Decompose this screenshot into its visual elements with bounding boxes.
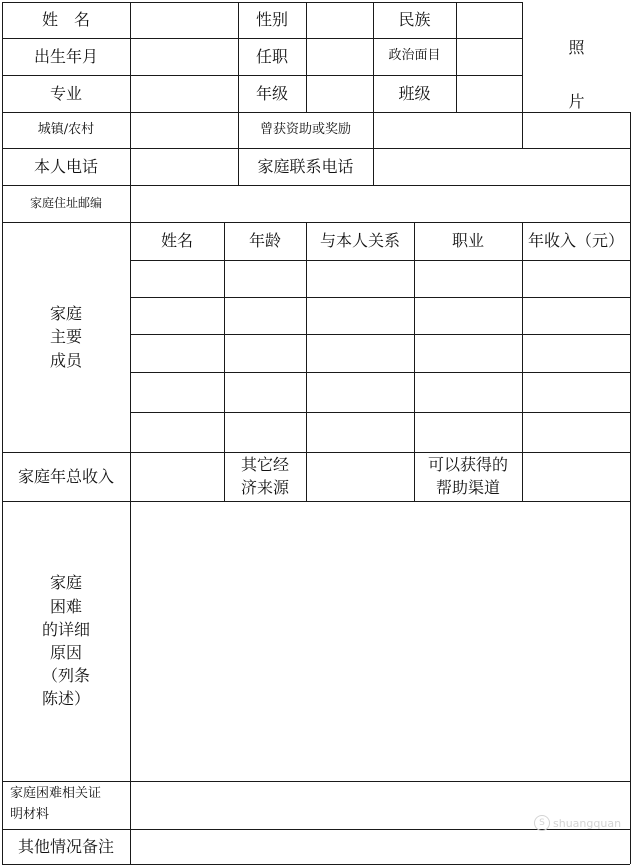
family-member-row[interactable] <box>131 335 629 371</box>
label-ethnicity: 民族 <box>398 10 431 30</box>
family-phone-field[interactable] <box>374 149 629 184</box>
label-help-channels: 可以获得的 帮助渠道 <box>427 455 508 497</box>
watermark <box>534 812 626 834</box>
difficulty-reasons-field[interactable] <box>131 502 629 780</box>
urban-rural-field[interactable] <box>131 113 237 147</box>
label-grade: 年级 <box>255 83 288 103</box>
family-header-income: 年收入（元） <box>527 231 624 251</box>
label-position: 任职 <box>255 46 288 66</box>
family-header-name: 姓名 <box>160 231 193 251</box>
photo-label-2: 片 <box>568 92 585 112</box>
label-political-status: 政治面目 <box>388 48 441 64</box>
family-header-age: 年龄 <box>248 231 281 251</box>
family-header-relation: 与本人关系 <box>319 231 400 251</box>
label-difficulty-reasons: 家庭 困难 的详细 原因 （列条 陈述） <box>41 573 90 709</box>
total-income-field[interactable] <box>131 453 223 500</box>
family-header-occupation: 职业 <box>451 231 484 251</box>
watermark-icon: S <box>534 815 550 831</box>
family-member-row[interactable] <box>131 413 629 451</box>
label-other-notes: 其他情况备注 <box>17 836 114 856</box>
label-total-income: 家庭年总收入 <box>17 466 114 486</box>
gender-field[interactable] <box>307 3 372 37</box>
other-income-sources-field[interactable] <box>307 453 413 500</box>
help-channels-field[interactable] <box>523 453 629 500</box>
rule <box>2 864 630 865</box>
family-member-row[interactable] <box>131 298 629 333</box>
grade-field[interactable] <box>307 76 372 111</box>
major-field[interactable] <box>131 76 237 111</box>
ethnicity-field[interactable] <box>457 3 521 37</box>
label-family-members: 家庭 主要 成员 <box>49 304 82 370</box>
label-phone: 本人电话 <box>33 156 98 176</box>
birth-date-field[interactable] <box>131 39 237 74</box>
family-member-row[interactable] <box>131 261 629 296</box>
phone-field[interactable] <box>131 149 237 184</box>
family-member-row[interactable] <box>131 373 629 411</box>
label-major: 专业 <box>49 83 82 103</box>
photo-label-1: 照 <box>568 38 585 58</box>
label-family-phone: 家庭联系电话 <box>257 156 354 176</box>
rule <box>630 112 631 864</box>
label-other-income-sources: 其它经 济来源 <box>240 455 289 497</box>
label-name: 姓 名 <box>41 10 90 30</box>
political-status-field[interactable] <box>457 39 521 74</box>
position-field[interactable] <box>307 39 372 74</box>
label-address-zip: 家庭住址邮编 <box>29 195 102 210</box>
other-notes-field[interactable] <box>131 830 629 863</box>
name-field[interactable] <box>131 3 237 37</box>
awards-field[interactable] <box>374 113 629 147</box>
label-proof-documents: 家庭困难相关证 明材料 <box>10 786 102 822</box>
label-birth-date: 出生年月 <box>33 46 98 66</box>
label-urban-rural: 城镇/农村 <box>37 121 95 137</box>
label-awards: 曾获资助或奖励 <box>259 121 351 137</box>
class-field[interactable] <box>457 76 521 111</box>
label-gender: 性别 <box>255 10 288 30</box>
label-class: 班级 <box>398 83 431 103</box>
address-zip-field[interactable] <box>131 186 629 221</box>
watermark-text: shuangquan <box>553 816 622 830</box>
